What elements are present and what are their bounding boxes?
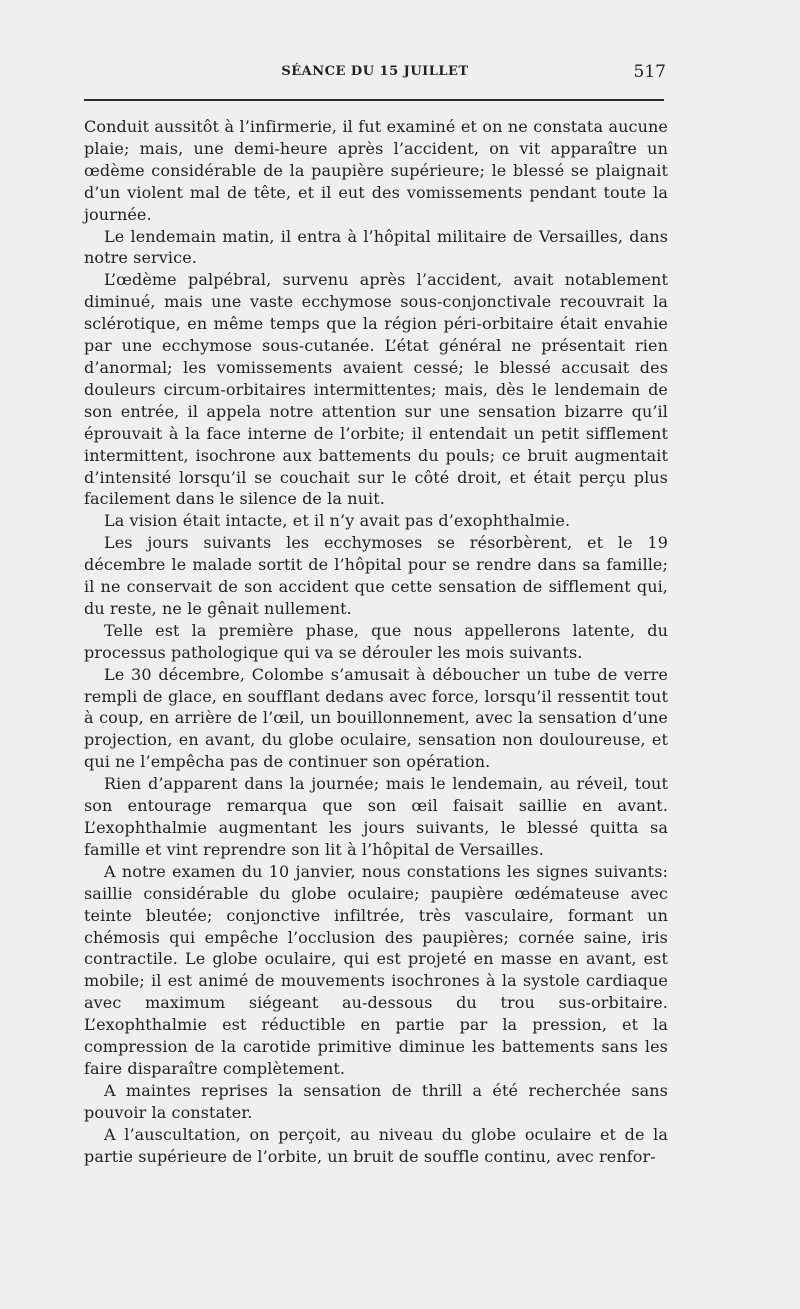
header-rule xyxy=(84,99,664,101)
running-title: SÉANCE DU 15 JUILLET xyxy=(281,64,469,79)
paragraph: Le 30 décembre, Colombe s’amusait à déboucher un tube de verre rempli de glace, en soufflant dedans avec force, lorsqu’il ressentit tout à coup, en arrière de l’œil, un bouillonnement, avec la sensation d’une projection, en avant, du globe oculaire, sensation non douloureuse, et qui ne l’empêcha pas de continuer son opération. xyxy=(84,664,668,772)
page-header xyxy=(84,64,666,88)
paragraph: A notre examen du 10 janvier, nous constations les signes suivants: saillie considérable du globe oculaire; paupière œdémateuse avec teinte bleutée; conjonctive infiltrée, très vasculaire, formant un chémosis qui empêche l’occlusion des paupières; cornée saine, iris contractile. Le globe oculaire, qui est projeté en masse en avant, est mobile; il est animé de mouvements isochrones à la systole cardiaque avec maximum siégeant au-dessous du trou sus-orbitaire. L’exophthalmie est réductible en partie par la pression, et la compression de la carotide primitive diminue les battements sans les faire disparaître complètement. xyxy=(84,861,668,1078)
paragraph: Les jours suivants les ecchymoses se résorbèrent, et le 19 décembre le malade sortit de l’hôpital pour se rendre dans sa famille; il ne conservait de son accident que cette sensation de sifflement qui, du reste, ne le gênait nullement. xyxy=(84,533,668,618)
body-text xyxy=(84,116,668,1168)
paragraph: L’œdème palpébral, survenu après l’accident, avait notablement diminué, mais une vaste ecchymose sous-conjonctivale recouvrait la sclérotique, en même temps que la région péri-orbitaire était envahie par une ecchymose sous-cutanée. L’état général ne présentait rien d’anormal; les vomissements avaient cessé; le blessé accusait des douleurs circum-orbitaires intermittentes; mais, dès le lendemain de son entrée, il appela notre attention sur une sensation bizarre qu’il éprouvait à la face interne de l’orbite; il entendait un petit sifflement intermittent, isochrone aux battements du pouls; ce bruit augmentait d’intensité lorsqu’il se couchait sur le côté droit, et était perçu plus facilement dans le silence de la nuit. xyxy=(84,270,668,509)
page-number: 517 xyxy=(633,62,666,82)
paragraph: A maintes reprises la sensation de thrill a été recherchée sans pouvoir la constater. xyxy=(84,1080,668,1122)
paragraph: A l’auscultation, on perçoit, au niveau du globe oculaire et de la partie supérieure de l’orbite, un bruit de souffle continu, avec renfor- xyxy=(84,1124,668,1166)
paragraph: Conduit aussitôt à l’infirmerie, il fut examiné et on ne constata aucune plaie; mais, une demi-heure après l’accident, on vit apparaître un œdème considérable de la paupière supérieure; le blessé se plaignait d’un violent mal de tête, et il eut des vomissements pendant toute la journée. xyxy=(84,117,668,224)
paragraph: Telle est la première phase, que nous appellerons latente, du processus pathologique qui va se dérouler les mois suivants. xyxy=(84,620,668,662)
paragraph: Le lendemain matin, il entra à l’hôpital militaire de Versailles, dans notre service. xyxy=(84,226,668,268)
paragraph: Rien d’apparent dans la journée; mais le lendemain, au réveil, tout son entourage remarqua que son œil faisait saillie en avant. L’exophthalmie augmentant les jours suivants, le blessé quitta sa famille et vint reprendre son lit à l’hôpital de Versailles. xyxy=(84,774,668,859)
paragraph: La vision était intacte, et il n’y avait pas d’exophthalmie. xyxy=(104,511,571,531)
